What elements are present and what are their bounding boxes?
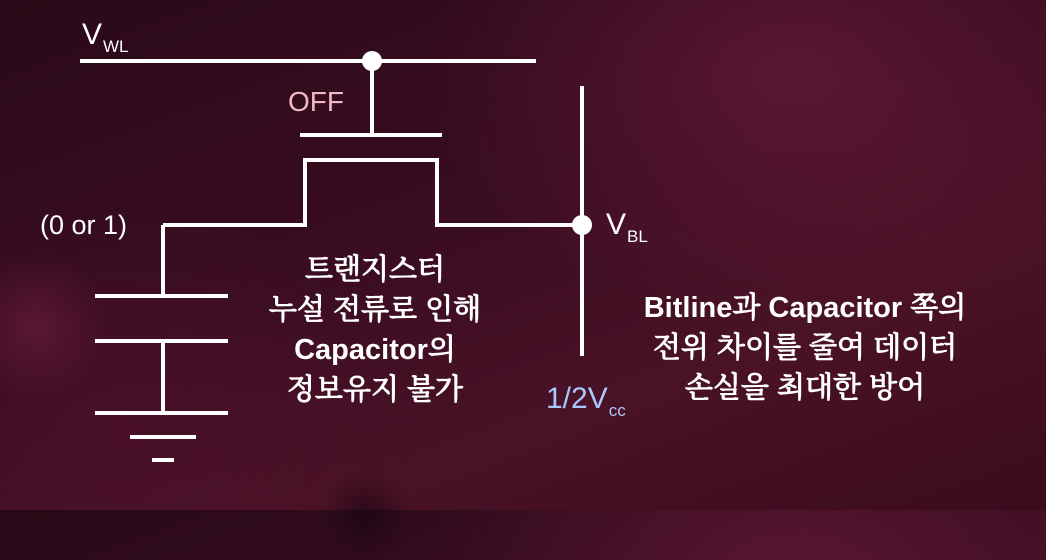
leakage-line-2: 누설 전류로 인해	[268, 294, 482, 326]
vwl-label-main: V	[82, 18, 103, 51]
half-vcc-label-sub: cc	[608, 401, 626, 420]
leakage-line-1: 트랜지스터	[304, 254, 446, 286]
vwl-label-sub: WL	[103, 37, 129, 56]
leakage-line-3: Capacitor의	[294, 334, 456, 366]
vbl-label	[606, 208, 648, 246]
vwl-label	[82, 18, 129, 56]
leakage-explanation	[230, 250, 520, 410]
off-label: OFF	[288, 86, 344, 117]
bit-line-node	[572, 215, 592, 235]
vbl-label-sub: BL	[627, 227, 648, 246]
precharge-line-3: 손실을 최대한 방어	[684, 372, 926, 404]
half-vcc-label-main: 1/2V	[546, 382, 608, 415]
precharge-explanation	[600, 288, 1010, 408]
leakage-line-4: 정보유지 불가	[286, 374, 464, 406]
precharge-line-1: Bitline과 Capacitor 쪽의	[643, 292, 967, 324]
zero-or-one-label: (0 or 1)	[40, 210, 128, 240]
transistor-channel	[163, 160, 585, 225]
precharge-line-2: 전위 차이를 줄여 데이터	[652, 332, 958, 364]
vbl-label-main: V	[606, 208, 627, 241]
word-line-node	[362, 51, 382, 71]
